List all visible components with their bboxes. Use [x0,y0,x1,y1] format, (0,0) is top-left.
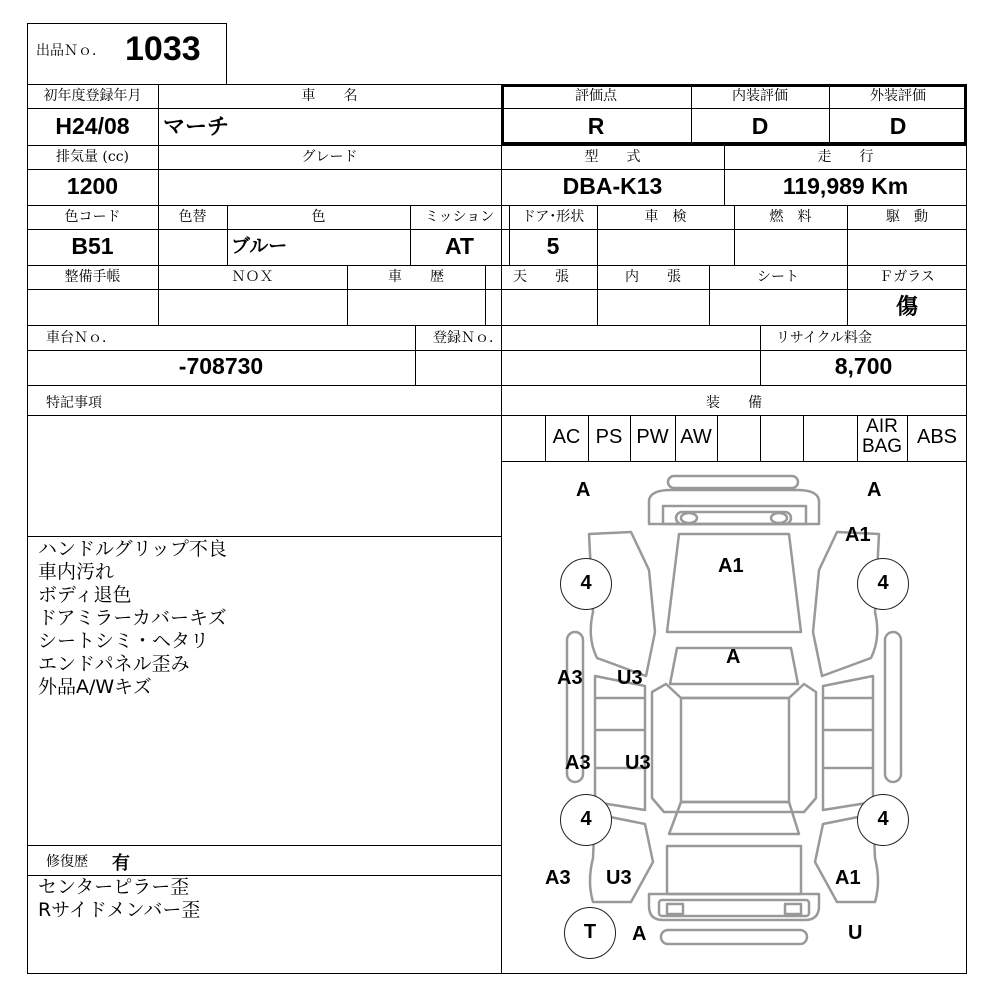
tire-spare: T [564,907,616,959]
service-book-label: 整備手帳 [64,269,121,285]
reg-no-label: 登録Ｎｏ． [433,330,503,346]
inner-lining-label: 内 張 [625,269,681,285]
first-registration-label: 初年度登録年月 [43,88,142,104]
displacement-value: 1200 [66,173,119,199]
color-label: 色 [311,209,326,225]
recycle-fee-label: リサイクル料金 [776,330,873,346]
car-name-label: 車 名 [301,88,358,104]
drive-label: 駆 動 [886,209,928,225]
damage-mark: U [848,922,863,944]
damage-mark: A3 [545,867,571,889]
lot-number-label: 出品Ｎｏ． [36,43,106,59]
repair-history-value: 有 [112,853,130,874]
special-notes-label: 特記事項 [46,395,102,411]
repair-history-label: 修復歴 [46,854,88,870]
color-change-label: 色替 [178,209,207,225]
car-body-diagram [501,462,967,974]
recycle-fee-value: 8,700 [834,353,893,379]
interior-value: D [751,113,769,139]
equipment-label: 装 備 [706,395,762,411]
seat-label: シート [757,269,799,285]
note-item: シートシミ・ヘタリ [38,630,210,652]
door-shape-value: 5 [546,233,560,259]
tire-rear-left: 4 [560,794,612,846]
repair-note-item: Rサイドメンバー歪 [38,899,201,921]
color-value: ブルー [231,236,288,257]
lot-number: 1033 [125,30,201,68]
note-item: 外品A/Wキズ [38,676,152,698]
tire-front-left: 4 [560,558,612,610]
damage-mark: U3 [606,867,632,889]
tire-rear-right: 4 [857,794,909,846]
equipment-aw: AW [680,426,712,448]
chassis-no-value: -708730 [178,353,264,379]
score-value: R [587,113,605,139]
damage-mark: A1 [718,555,744,577]
damage-mark: U3 [625,752,651,774]
note-item: ドアミラーカバーキズ [38,607,227,629]
transmission-value: AT [445,233,474,259]
equipment-abs: ABS [916,426,958,448]
damage-mark: U3 [617,667,643,689]
color-code-label: 色コード [64,209,121,225]
equipment-ac: AC [552,426,581,448]
equipment-pw: PW [636,426,669,448]
equipment-airbag: AIR BAG [861,416,903,457]
damage-mark: A1 [845,524,871,546]
grade-label: グレード [301,149,358,165]
door-shape-label: ドア･形状 [521,209,585,225]
tire-front-right: 4 [857,558,909,610]
note-item: ボディ退色 [38,584,132,606]
f-glass-label: Ｆガラス [879,269,935,285]
score-label: 評価点 [575,88,617,104]
damage-mark: A1 [835,867,861,889]
damage-mark: A [867,479,882,501]
chassis-no-label: 車台Ｎｏ． [46,330,116,346]
damage-mark: A [576,479,591,501]
note-item: ハンドルグリップ不良 [38,538,227,560]
f-glass-value: 傷 [895,294,918,319]
damage-mark: A3 [565,752,591,774]
damage-mark: A [726,646,741,668]
exterior-label: 外装評価 [870,88,926,104]
history-label: 車 歴 [388,269,444,285]
fuel-label: 燃 料 [769,209,812,225]
repair-note-item: センターピラー歪 [38,876,190,898]
nox-label: ＮＯＸ [231,269,274,285]
transmission-label: ミッション [424,209,495,225]
equipment-ps: PS [595,426,623,448]
model-value: DBA-K13 [562,173,663,199]
mileage-label: 走 行 [817,149,874,165]
note-item: 車内汚れ [38,561,115,583]
displacement-label: 排気量 (cc) [55,149,130,165]
roof-label: 天 張 [513,269,569,285]
color-code-value: B51 [71,233,114,259]
damage-mark: A [632,923,647,945]
first-registration-value: H24/08 [55,113,130,139]
interior-label: 内装評価 [732,88,788,104]
model-label: 型 式 [584,149,641,165]
note-item: エンドパネル歪み [38,653,190,675]
exterior-value: D [889,113,907,139]
mileage-value: 119,989 Km [782,173,909,199]
inspection-label: 車 検 [644,209,687,225]
car-name-value: マーチ [163,114,230,139]
damage-mark: A3 [557,667,583,689]
